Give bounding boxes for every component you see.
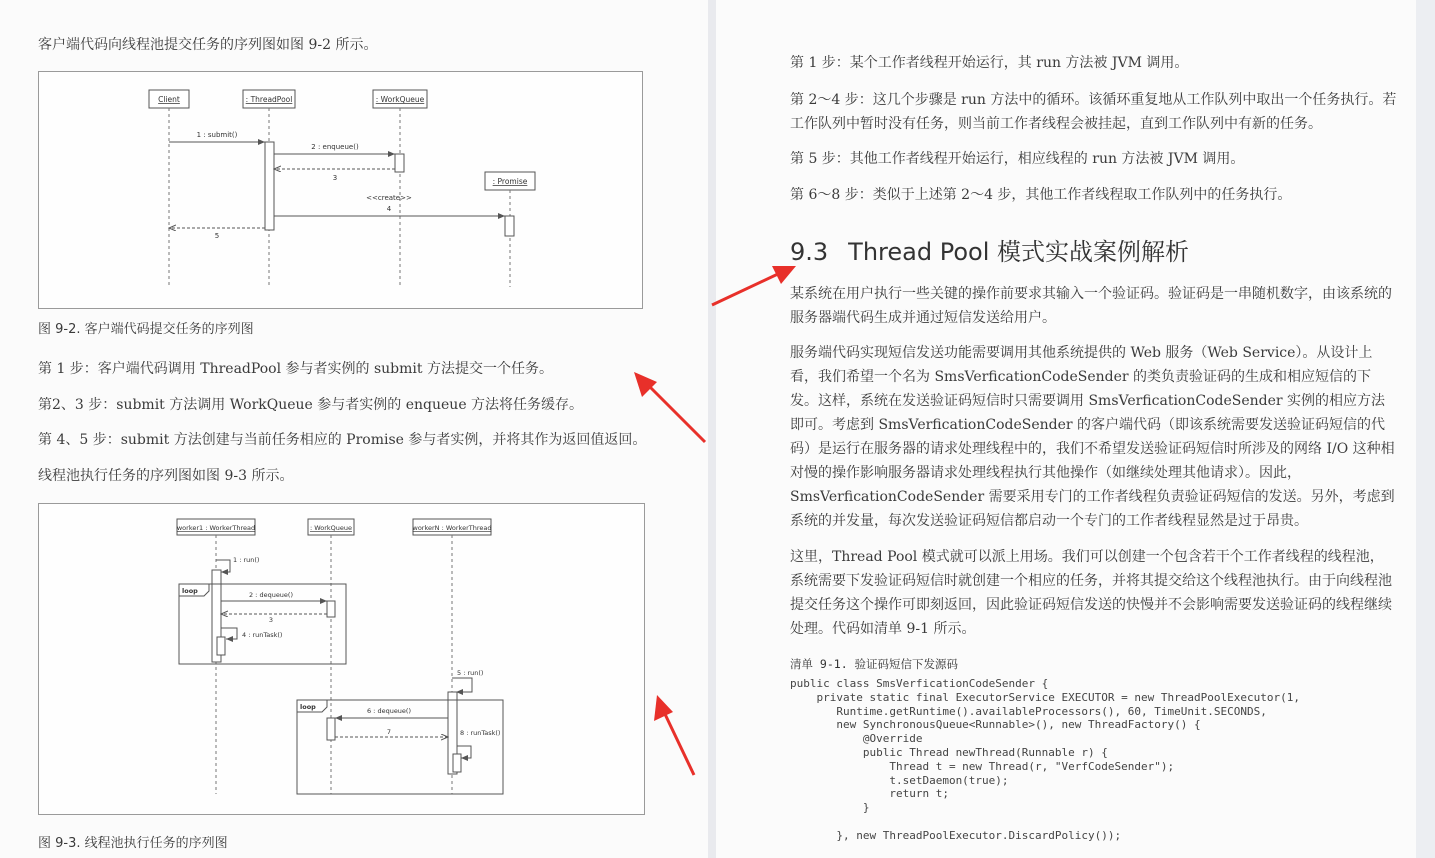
- left-step-2: 第2、3 步：submit 方法调用 WorkQueue 参与者实例的 enqueue 方法将任务缓存。: [38, 397, 584, 413]
- right-step-1: 第 1 步：某个工作者线程开始运行，其 run 方法被 JVM 调用。: [790, 55, 1189, 71]
- right-step-2: 第 2～4 步：这几个步骤是 run 方法中的循环。该循环重复地从工作队列中取出一个任务执行。若工作队列中暂时没有任务，则当前工作者线程会被挂起，直到工作队列中有新的任务。: [790, 92, 1397, 132]
- fig-9-3-caption: 图 9-3. 线程池执行任务的序列图: [38, 836, 228, 851]
- msg2-5: 5 : run(): [457, 669, 484, 677]
- right-step-4: 第 6～8 步：类似于上述第 2～4 步，其他工作者线程取工作队列中的任务执行。: [790, 187, 1292, 203]
- loop2-label: loop: [300, 703, 316, 711]
- msg-2: 2 : enqueue(): [311, 143, 359, 151]
- left-fig-intro: 线程池执行任务的序列图如图 9-3 所示。: [38, 468, 294, 484]
- fig-9-2-svg: [39, 72, 642, 308]
- msg2-4: 4 : runTask(): [242, 631, 283, 639]
- msg-5: 5: [214, 232, 220, 240]
- right-para-2: 服务端代码实现短信发送功能需要调用其他系统提供的 Web 服务（Web Service）。从设计上看，我们希望一个名为 SmsVerficationCodeSender 的类负责验证码的生成和相应短信的下发。这样，系统在发送验证码短信时只需要调用 SmsVerficationCodeSender 实例的相应方法即可。考虑到 SmsVerficationCodeSender 的客户端代码（即该系统需要发送验证码短信的代码）是运行在服务器的请求处理线程中的，我们不希望发送验证码短信时所涉及的网络 I/O 这种相对慢的操作影响服务器请求处理线程执行其他操作（如继续处理其他请求）。因此，SmsVerficationCodeSender 需要采用专门的工作者线程负责验证码短信的发送。另外，考虑到系统的并发量，每次发送验证码短信都启动一个专门的工作者线程显然是过于昂贵。: [790, 345, 1395, 529]
- lifeline-worker1: worker1 : WorkerThread: [176, 524, 256, 532]
- msg-1: 1 : submit(): [196, 131, 238, 139]
- msg2-7: 7: [386, 728, 392, 736]
- right-para-1: 某系统在用户执行一些关键的操作前要求其输入一个验证码。验证码是一串随机数字，由该系统的服务器端代码生成并通过短信发送给用户。: [790, 286, 1392, 326]
- code-listing-title: 清单 9-1. 验证码短信下发源码: [790, 657, 959, 671]
- lifeline-workerN: workerN : WorkerThread: [412, 524, 492, 532]
- msg-create: <<create>>: [366, 194, 412, 202]
- msg-3: 3: [332, 174, 338, 182]
- section-heading: [790, 232, 1189, 267]
- lifeline-workqueue-2: : WorkQueue: [309, 524, 353, 532]
- lifeline-client: Client: [158, 95, 180, 104]
- fig-9-2-caption: 图 9-2. 客户端代码提交任务的序列图: [38, 322, 254, 337]
- fig-9-3-svg: [39, 504, 644, 814]
- page-gutter: [708, 0, 716, 858]
- left-intro-text: 客户端代码向线程池提交任务的序列图如图 9-2 所示。: [38, 37, 378, 53]
- lifeline-threadpool: : ThreadPool: [245, 95, 293, 104]
- lifeline-promise: : Promise: [492, 177, 528, 186]
- sequence-diagram-fig-9-3: [38, 503, 645, 815]
- right-step-3: 第 5 步：其他工作者线程开始运行，相应线程的 run 方法被 JVM 调用。: [790, 151, 1245, 167]
- loop1-label: loop: [182, 587, 198, 595]
- msg2-2: 2 : dequeue(): [248, 591, 294, 599]
- msg2-6: 6 : dequeue(): [366, 707, 412, 715]
- sequence-diagram-fig-9-2: [38, 71, 643, 309]
- msg2-3: 3: [268, 616, 274, 624]
- section-number: 9.3: [790, 238, 829, 266]
- section-title: Thread Pool 模式实战案例解析: [848, 238, 1189, 266]
- msg2-8: 8 : runTask(): [460, 729, 501, 737]
- msg2-1: 1 : run(): [233, 556, 260, 564]
- left-step-3: 第 4、5 步：submit 方法创建与当前任务相应的 Promise 参与者实例，并将其作为返回值返回。: [38, 432, 647, 448]
- right-margin: [1416, 0, 1435, 858]
- right-para-3: 这里，Thread Pool 模式就可以派上用场。我们可以创建一个包含若干个工作者线程的线程池，系统需要下发验证码短信时就创建一个相应的任务，并将其提交给这个线程池执行。由于向线程池提交任务这个操作可即刻返回，因此验证码短信发送的快慢并不会影响需要发送验证码的线程继续处理。代码如清单 9-1 所示。: [790, 549, 1392, 637]
- code-listing: public class SmsVerficationCodeSender { private static final ExecutorService EXECUTOR = new ThreadPoolExecutor(1, Runtime.getRuntime().availableProcessors(), 60, TimeUnit.SECONDS, new SynchronousQueue<Runnable>(), new ThreadFactory() { @Override public Thread newThread(Runnable r) { Thread t = new Thread(r, "VerfCodeSender"); t.setDaemon(true); return t; } }, new ThreadPoolExecutor.DiscardPolicy());: [790, 677, 1300, 842]
- lifeline-workqueue: : WorkQueue: [375, 95, 425, 104]
- left-step-1: 第 1 步：客户端代码调用 ThreadPool 参与者实例的 submit 方法提交一个任务。: [38, 361, 553, 377]
- msg-4: 4: [386, 205, 392, 213]
